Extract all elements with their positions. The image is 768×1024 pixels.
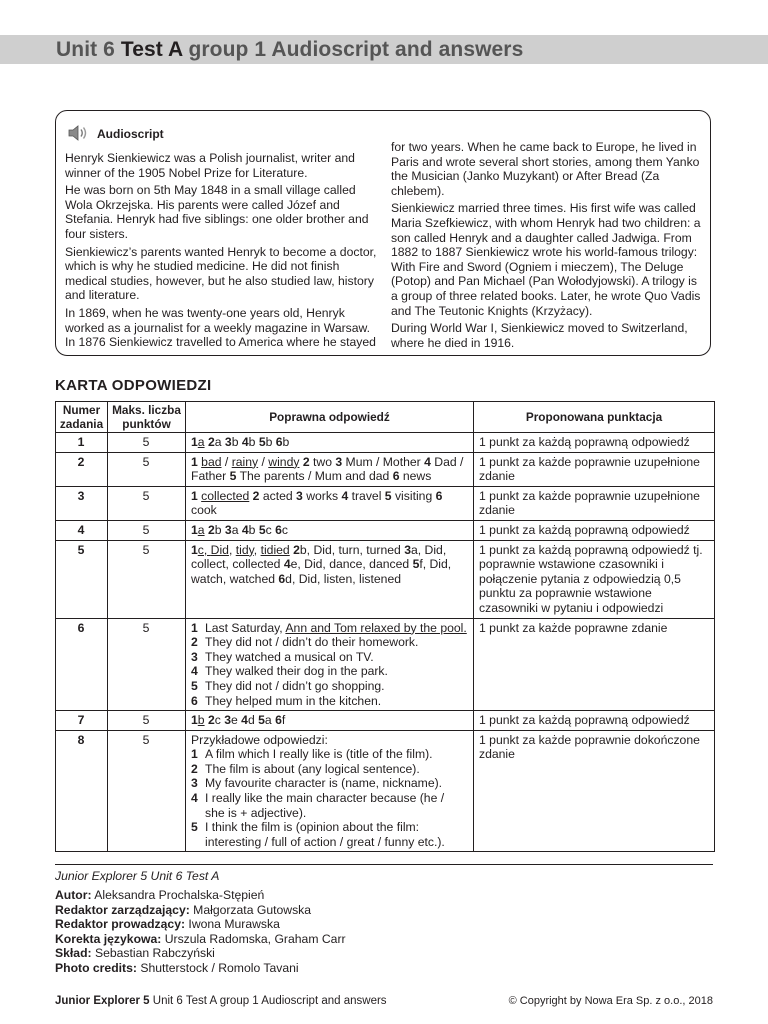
num: 1 — [191, 522, 198, 537]
ans: The parents / Mum and dad — [236, 469, 393, 484]
num: 1 — [191, 713, 198, 728]
answer-cell — [186, 730, 474, 852]
answer-cell — [186, 711, 474, 731]
ans: windy — [268, 454, 300, 469]
ans: tidy — [235, 542, 254, 557]
title-rest: group 1 Audioscript and answers — [188, 38, 524, 61]
item-text: I think the film is (opinion about the film: interesting / full of action / great / funny etc.). — [205, 820, 445, 849]
num: 6 — [275, 435, 283, 449]
list-item — [191, 747, 467, 762]
num: 3 — [335, 454, 343, 469]
max-points: 5 — [108, 520, 186, 540]
ans: a — [231, 522, 242, 537]
task-number: 1 — [56, 433, 108, 453]
item-text: A film which I really like is (title of the film). — [205, 747, 433, 762]
credit-value: Aleksandra Prochalska-Stępień — [91, 888, 265, 902]
item-number: 6 — [191, 693, 198, 708]
credit-value: Urszula Radomska, Graham Carr — [161, 931, 346, 946]
item-text: They walked their dog in the park. — [205, 664, 388, 679]
credits — [55, 888, 346, 976]
credit-label: Photo credits: — [55, 960, 137, 975]
answer-cell — [186, 486, 474, 520]
audioscript-left-column — [65, 151, 377, 353]
task-number: 8 — [56, 730, 108, 852]
copyright: © Copyright by Nowa Era Sp. z o.o., 2018 — [508, 995, 713, 1007]
ans: Did — [210, 542, 229, 557]
title-unit: Unit 6 — [56, 38, 115, 61]
ans: a — [264, 713, 276, 728]
task-number: 6 — [56, 618, 108, 711]
ans: a, Did, collect, collected — [191, 542, 447, 572]
footer-rest: Unit 6 Test A group 1 Audioscript and answers — [149, 995, 387, 1007]
ans: Dad / Father — [191, 454, 464, 484]
answer-cell — [186, 618, 474, 711]
num: 5 — [258, 435, 266, 449]
ans: f, Did, watch, watched — [191, 557, 452, 586]
list-item — [191, 791, 467, 820]
credit-value: Shutterstock / Romolo Tavani — [136, 960, 299, 975]
ans: tidied — [260, 542, 290, 557]
answer-cell — [186, 452, 474, 486]
scoring-cell: 1 punkt za każdą poprawną odpowiedź — [474, 711, 715, 731]
list-item — [191, 762, 467, 777]
ans: e, Did, dance, danced — [290, 557, 413, 572]
audioscript-right-column — [391, 140, 704, 353]
num: 5 — [229, 469, 237, 484]
max-points: 5 — [108, 486, 186, 520]
ans: Ann and Tom relaxed by the pool. — [285, 620, 467, 635]
ans: b — [265, 435, 276, 449]
ans: news — [399, 469, 432, 484]
audioscript-label: Audioscript — [97, 127, 164, 141]
paragraph: In 1869, when he was twenty-one years old, Henryk worked as a journalist for a weekly magazine in Warsaw. In 1876 Sienkiewicz travelled to America where he stayed — [65, 305, 376, 350]
table-row — [56, 618, 715, 711]
credit-value: Iwona Murawska — [185, 917, 280, 932]
num: 4 — [241, 435, 249, 449]
list-item — [191, 694, 467, 709]
scoring-cell: 1 punkt za każde poprawne zdanie — [474, 618, 715, 711]
ans: f — [281, 713, 286, 728]
table-row — [56, 452, 715, 486]
table-row — [56, 433, 715, 453]
ans: c — [265, 522, 276, 537]
item-text: They did not / didn’t go shopping. — [205, 678, 385, 693]
num: 3 — [404, 542, 411, 557]
item-number: 1 — [191, 747, 198, 762]
ans: b — [248, 522, 259, 537]
ans: b, Did, turn, turned — [299, 542, 405, 557]
scoring-cell: 1 punkt za każdą poprawną odpowiedź tj. poprawnie wstawione czasowniki i połączenie pytania z odpowiedzią 0,5 punktu za poprawnie wstawione czasowniki w pytaniu i odpowiedzi — [474, 540, 715, 618]
ans: / — [258, 454, 269, 469]
answer-table — [55, 401, 715, 852]
num: 6 — [275, 713, 282, 728]
ans: a — [214, 435, 225, 449]
page-title — [56, 36, 523, 63]
credit-label: Autor: — [55, 888, 92, 902]
list-item — [191, 621, 467, 636]
max-points: 5 — [108, 540, 186, 618]
ans: b — [231, 435, 242, 449]
table-row — [56, 520, 715, 540]
paragraph: Sienkiewicz married three times. His first wife was called Maria Szefkiewicz, with whom Henryk had two children: a son called Henryk and a daughter called Jadwiga. From 1882 to 1887 Sienkiewicz wrote his world-famous trilogy: With Fire and Sword (Ogniem i mieczem), The Deluge (Potop) and Pan Michael (Pan Wołodyjowski). A trilogy is a group of three related books. Later, he wrote Quo Vadis and The Teutonic Knights (Krzyżacy). — [391, 201, 701, 318]
ans: a — [197, 522, 205, 537]
num: 5 — [412, 557, 420, 572]
num: 2 — [293, 542, 300, 557]
list-item — [191, 635, 467, 650]
table-row — [56, 711, 715, 731]
credit-label: Skład: — [55, 946, 92, 961]
header-answer: Poprawna odpowiedź — [186, 402, 474, 433]
num: 5 — [258, 713, 265, 728]
ans: b — [214, 522, 225, 537]
num: 4 — [241, 713, 248, 728]
list-item — [191, 776, 467, 791]
num: 4 — [241, 522, 249, 537]
paragraph: for two years. When he came back to Europe, he lived in Paris and wrote several short stories, among them Yanko the Musician (Janko Muzykant) or After Bread (Za chlebem). — [391, 140, 700, 198]
ans: d, Did, listen, listened — [285, 571, 402, 586]
item-number: 5 — [191, 820, 198, 835]
item-text: I really like the main character because (he / she is + adjective). — [205, 791, 445, 820]
header-num: Numer zadania — [56, 402, 108, 433]
table-row — [56, 730, 715, 852]
item-text: My favourite character is (name, nickname). — [205, 776, 443, 791]
header-scoring: Proponowana punktacja — [474, 402, 715, 433]
table-header-row — [56, 402, 715, 433]
credit-label: Redaktor zarządzający: — [55, 902, 190, 917]
footer-series: Junior Explorer 5 — [55, 995, 150, 1007]
item-number: 2 — [191, 761, 198, 776]
paragraph: Sienkiewicz’s parents wanted Henryk to become a doctor, which is why he studied medicine. He did not finish medical studies, however, but he also studied law, history and literature. — [65, 244, 377, 303]
answer-cell — [186, 520, 474, 540]
series-title: Junior Explorer 5 Unit 6 Test A — [55, 869, 220, 883]
ans: acted — [259, 488, 297, 503]
num: 2 — [252, 488, 260, 503]
num: 2 — [204, 713, 215, 728]
answer-intro: Przykładowe odpowiedzi: — [191, 732, 328, 747]
item-number: 4 — [191, 664, 198, 679]
divider — [55, 864, 713, 865]
table-row — [56, 540, 715, 618]
num: 4 — [341, 488, 349, 503]
num: 6 — [278, 571, 286, 586]
ans: rainy — [231, 454, 259, 469]
num: 2 — [204, 522, 215, 537]
num: 6 — [275, 522, 282, 537]
paragraph: Henryk Sienkiewicz was a Polish journalist, writer and winner of the 1905 Nobel Prize for Literature. — [65, 151, 355, 180]
credit-line — [55, 917, 346, 932]
ans: cook — [191, 503, 217, 518]
item-text: The film is about (any logical sentence). — [205, 761, 420, 776]
paragraph: During World War I, Sienkiewicz moved to Switzerland, where he died in 1916. — [391, 321, 688, 350]
ans: / — [221, 454, 232, 469]
num: 1 — [191, 435, 198, 449]
ans: Last Saturday, — [205, 620, 286, 635]
num: 6 — [435, 488, 443, 503]
max-points: 5 — [108, 433, 186, 453]
ans: travel — [348, 488, 385, 503]
ans: b — [282, 435, 290, 449]
credit-line — [55, 961, 346, 976]
item-number: 2 — [191, 635, 198, 650]
item-text — [205, 621, 467, 636]
ans: , — [228, 542, 236, 557]
ans: c, — [197, 542, 211, 557]
audioscript-box — [55, 110, 711, 356]
num: 2 — [302, 454, 310, 469]
item-text: They helped mum in the kitchen. — [205, 693, 382, 708]
num: 1 — [191, 542, 198, 557]
answer-list — [191, 621, 467, 709]
ans: b — [197, 713, 205, 728]
answer-list — [191, 747, 467, 849]
max-points: 5 — [108, 618, 186, 711]
num: 3 — [224, 522, 232, 537]
item-text: They watched a musical on TV. — [205, 649, 374, 664]
ans: visiting — [391, 488, 436, 503]
credit-label: Redaktor prowadzący: — [55, 917, 186, 932]
max-points: 5 — [108, 452, 186, 486]
num: 1 — [191, 454, 198, 469]
header-max: Maks. liczba punktów — [108, 402, 186, 433]
num: 2 — [204, 435, 215, 449]
answer-key-title: KARTA ODPOWIEDZI — [55, 377, 212, 394]
ans: c — [281, 522, 288, 537]
credit-label: Korekta językowa: — [55, 931, 162, 946]
credit-line — [55, 946, 346, 961]
item-number: 5 — [191, 678, 198, 693]
list-item — [191, 664, 467, 679]
task-number: 4 — [56, 520, 108, 540]
credit-line — [55, 932, 346, 947]
max-points: 5 — [108, 711, 186, 731]
credit-value: Małgorzata Gutowska — [189, 902, 312, 917]
num: 4 — [283, 557, 291, 572]
task-number: 2 — [56, 452, 108, 486]
ans: , — [253, 542, 261, 557]
table-row — [56, 486, 715, 520]
num: 4 — [424, 454, 431, 469]
ans: c — [214, 713, 225, 728]
ans: collected — [201, 488, 250, 503]
item-number: 3 — [191, 776, 198, 791]
num: 6 — [392, 469, 400, 484]
footer-title — [55, 995, 387, 1007]
max-points: 5 — [108, 730, 186, 852]
num: 5 — [258, 522, 266, 537]
num: 3 — [224, 713, 231, 728]
ans: a — [197, 435, 205, 449]
credit-value: Sebastian Rabczyński — [91, 946, 215, 961]
list-item — [191, 820, 467, 849]
answer-cell — [186, 433, 474, 453]
ans: b — [248, 435, 259, 449]
num: 3 — [224, 435, 232, 449]
list-item — [191, 650, 467, 665]
scoring-cell: 1 punkt za każde poprawnie uzupełnione zdanie — [474, 452, 715, 486]
ans: two — [309, 454, 336, 469]
task-number: 3 — [56, 486, 108, 520]
speaker-icon — [67, 123, 89, 143]
num: 5 — [384, 488, 392, 503]
paragraph: He was born on 5th May 1848 in a small village called Wola Okrzejska. His parents were called Józef and Stefania. Henryk had five siblings: one older brother and four sisters. — [65, 183, 369, 241]
task-number: 5 — [56, 540, 108, 618]
scoring-cell: 1 punkt za każdą poprawną odpowiedź — [474, 520, 715, 540]
num: 3 — [296, 488, 303, 503]
answer-cell — [186, 540, 474, 618]
ans: works — [302, 488, 342, 503]
item-text: They did not / didn’t do their homework. — [205, 635, 419, 650]
list-item — [191, 679, 467, 694]
ans: bad — [201, 454, 222, 469]
scoring-cell: 1 punkt za każde poprawnie dokończone zdanie — [474, 730, 715, 852]
title-test: Test A — [120, 38, 183, 61]
item-number: 1 — [191, 620, 198, 635]
ans: e — [231, 713, 242, 728]
item-number: 3 — [191, 649, 198, 664]
num: 1 — [191, 488, 198, 503]
task-number: 7 — [56, 711, 108, 731]
ans: d — [247, 713, 259, 728]
ans: Mum / Mother — [342, 454, 425, 469]
credit-line — [55, 903, 346, 918]
credit-line — [55, 888, 346, 903]
item-number: 4 — [191, 791, 198, 806]
scoring-cell: 1 punkt za każdą poprawną odpowiedź — [474, 433, 715, 453]
scoring-cell: 1 punkt za każde poprawnie uzupełnione zdanie — [474, 486, 715, 520]
